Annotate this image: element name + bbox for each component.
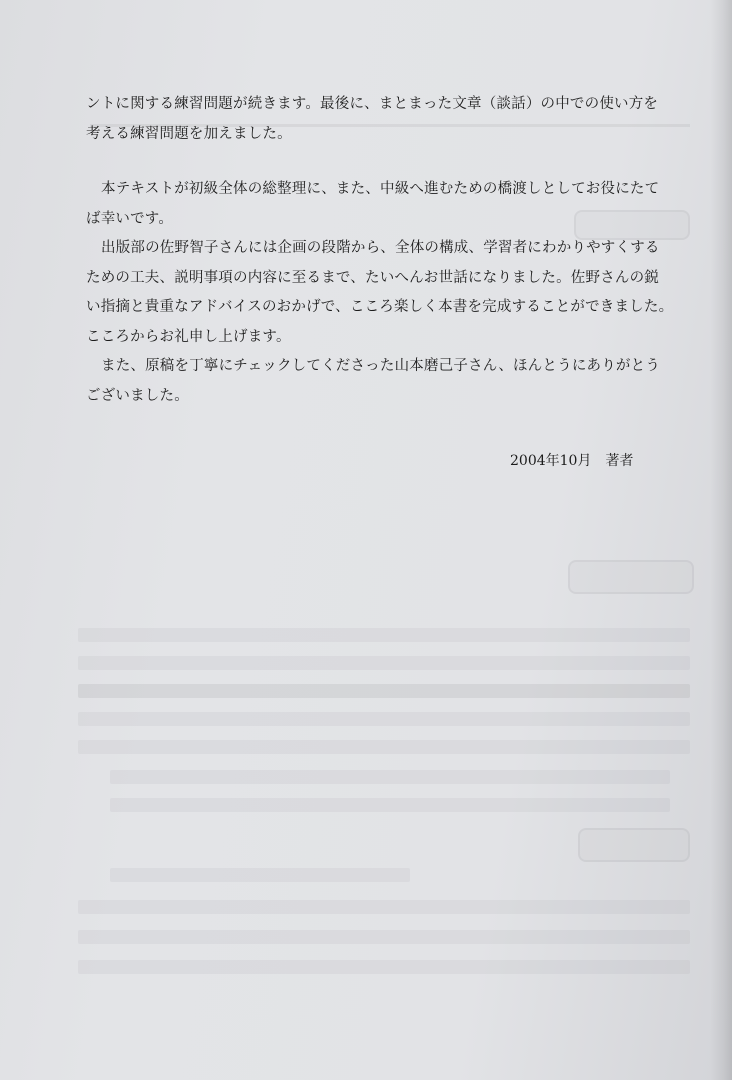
text-line: ントに関する練習問題が続きます。最後に、まとまった文章（談話）の中での使い方を [86, 96, 659, 112]
paragraph-2 [86, 175, 696, 234]
show-through-line [78, 656, 690, 670]
paragraph-1 [86, 90, 696, 149]
show-through-line [78, 712, 690, 726]
show-through-line [78, 960, 690, 974]
text-line: こころからお礼申し上げます。 [86, 328, 291, 345]
show-through-line [78, 740, 690, 754]
text-line: 本テキストが初級全体の総整理に、また、中級へ進むための橋渡しとしてお役にたて [101, 181, 660, 197]
show-through-line [110, 868, 410, 882]
text-line: ございました。 [86, 387, 189, 404]
text-line: ための工夫、説明事項の内容に至るまで、たいへんお世話になりました。佐野さんの鋭 [86, 269, 660, 286]
show-through-line [110, 798, 670, 812]
show-through-line [78, 930, 690, 944]
paragraph-4 [86, 352, 696, 411]
text-line: い指摘と貴重なアドバイスのおかげで、こころ楽しく本書を完成することができました。 [86, 299, 674, 315]
paragraph-3 [86, 234, 696, 352]
text-line: 出版部の佐野智子さんには企画の段階から、全体の構成、学習者にわかりやすくする [101, 240, 660, 256]
text-line: また、原稿を丁寧にチェックしてくださった山本磨己子さん、ほんとうにありがとう [101, 358, 661, 374]
signature [510, 450, 633, 470]
text-line: ば幸いです。 [86, 210, 174, 227]
preface-text [86, 90, 696, 411]
show-through-heading-box [578, 828, 690, 862]
show-through-line [78, 900, 690, 914]
show-through-line [78, 684, 690, 698]
signature-author: 著者 [605, 453, 634, 469]
text-line: 考える練習問題を加えました。 [86, 125, 292, 142]
page-edge-shadow [710, 0, 732, 1080]
signature-date: 2004年10月 [510, 453, 592, 469]
show-through-line [110, 770, 670, 784]
show-through-heading-box [568, 560, 694, 594]
show-through-line [78, 628, 690, 642]
